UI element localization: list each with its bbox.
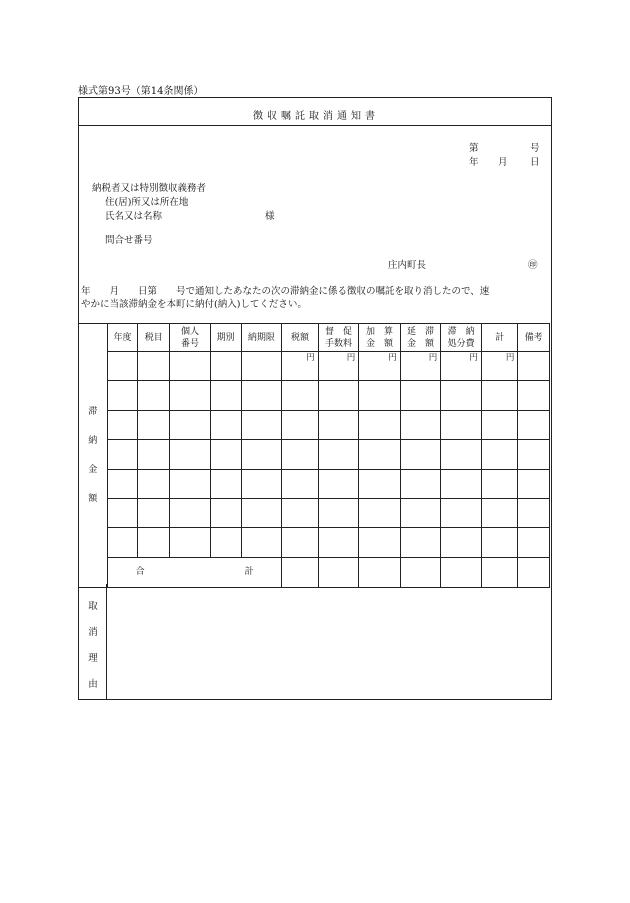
total-row	[79, 557, 550, 587]
yen-unit: 円	[441, 352, 482, 381]
header-entai: 延 滞 金 額	[400, 324, 441, 352]
notice-text-line-2: やかに当該滞納金を本町に納付(納入)してください。	[81, 299, 307, 310]
header-biko: 備考	[518, 324, 550, 352]
header-nokigen: 納期限	[241, 324, 282, 352]
number-go: 号	[530, 143, 540, 154]
form-title: 徴収嘱託取消通知書	[253, 111, 379, 122]
table-row	[79, 381, 550, 410]
table-row	[79, 528, 550, 557]
notice-form	[78, 97, 552, 700]
yen-unit: 円	[400, 352, 441, 381]
date-month: 月	[498, 157, 508, 168]
address-label: 住(居)所又は所在地	[105, 197, 189, 208]
arrears-table	[78, 323, 550, 588]
seal-mark: ㊞	[528, 260, 538, 271]
header-kibetsu: 期別	[210, 324, 241, 352]
title-divider	[79, 125, 551, 126]
header-zeimoku: 税目	[138, 324, 170, 352]
name-label: 氏名又は名称	[105, 211, 163, 222]
table-row	[79, 469, 550, 498]
inquiry-number-label: 問合せ番号	[105, 235, 153, 246]
yen-unit: 円	[282, 352, 319, 381]
form-number-label: 様式第93号（第14条関係）	[78, 86, 204, 97]
total-label: 合 計	[107, 557, 282, 587]
header-kei: 計	[481, 324, 518, 352]
issuer-name: 庄内町長	[388, 260, 427, 271]
number-dai: 第	[469, 143, 479, 154]
yen-unit: 円	[318, 352, 359, 381]
header-nendo: 年度	[107, 324, 138, 352]
arrears-side-label: 滞 納 金 額	[79, 324, 108, 588]
table-row	[79, 498, 550, 527]
honorific-sama: 様	[265, 211, 275, 222]
header-tokusoku: 督 促 手数料	[318, 324, 359, 352]
yen-unit: 円	[481, 352, 518, 381]
table-header-row	[79, 324, 550, 352]
header-zeigaku: 税額	[282, 324, 319, 352]
header-kasan: 加 算 金 額	[359, 324, 401, 352]
date-year: 年	[469, 157, 479, 168]
table-row	[79, 440, 550, 469]
date-day: 日	[530, 157, 540, 168]
table-row	[79, 352, 550, 381]
table-row	[79, 410, 550, 439]
header-kojin-bango: 個人 番号	[170, 324, 211, 352]
header-shobun: 滞 納 処分費	[441, 324, 482, 352]
taxpayer-label: 納税者又は特別徴収義務者	[92, 183, 207, 194]
cancel-reason-label: 取 消 理 由	[79, 584, 107, 700]
yen-unit: 円	[359, 352, 401, 381]
notice-text-line-1: 年 月 日第 号で通知したあなたの次の滞納金に係る徴収の嘱託を取り消したので、速	[81, 286, 490, 297]
